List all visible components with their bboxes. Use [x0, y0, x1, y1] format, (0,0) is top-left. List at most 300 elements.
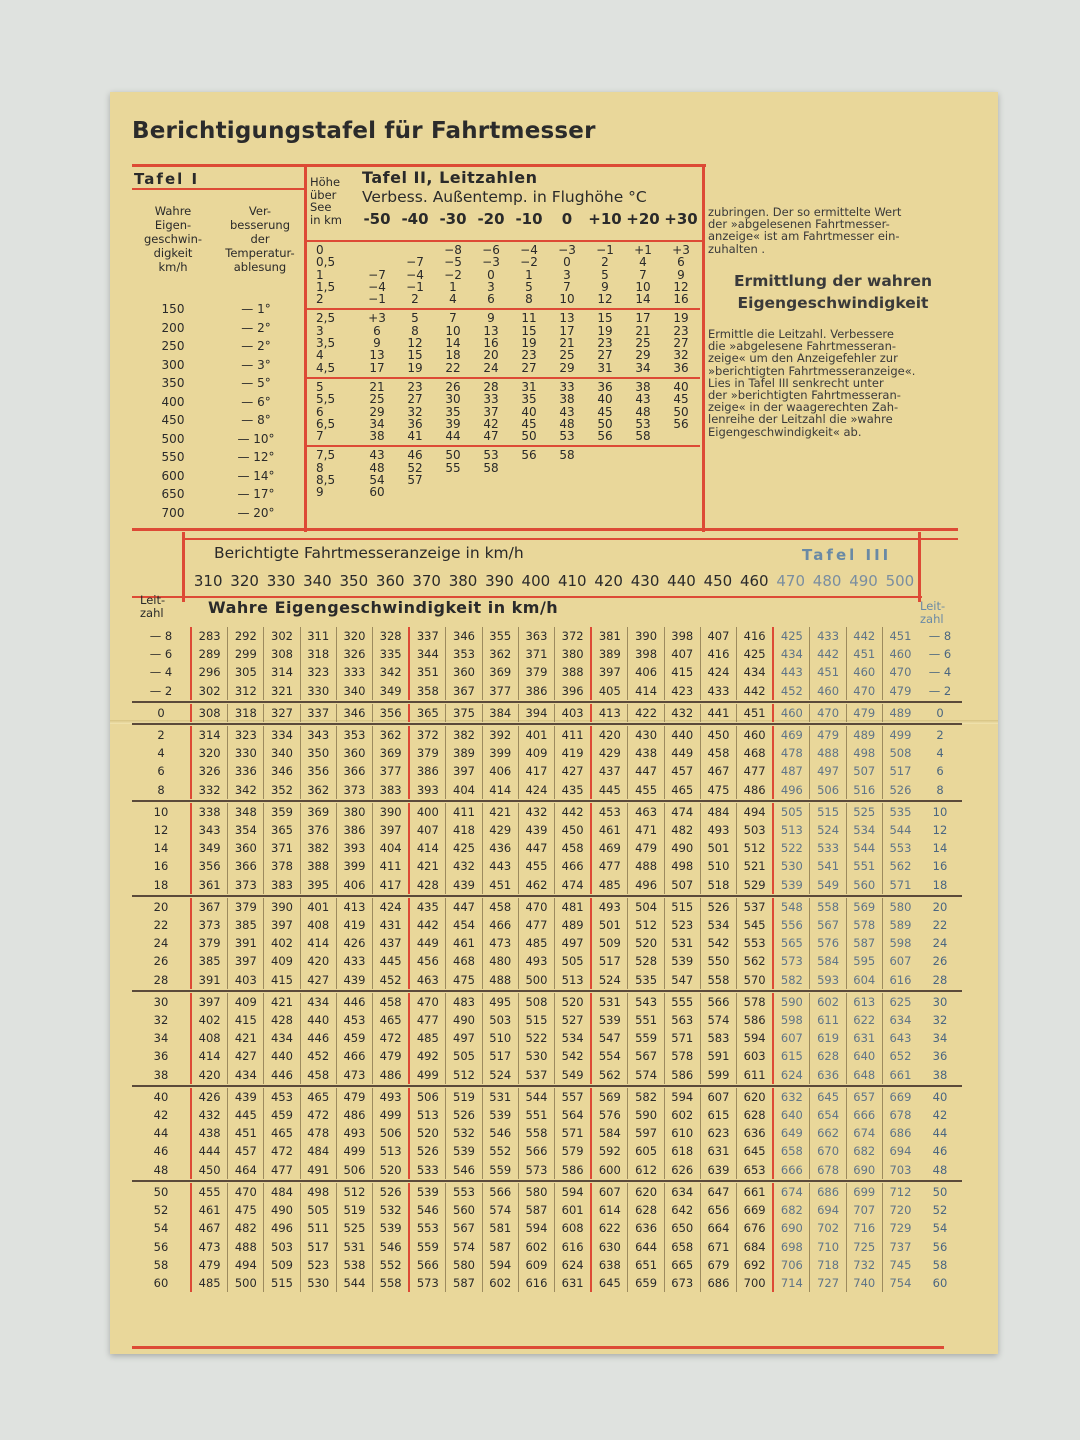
- tafel1-row: [140, 506, 310, 525]
- true-speed-column: 657 666 674 682 690: [846, 1088, 882, 1179]
- true-speed-column: 580 589 598 607 616: [882, 898, 918, 989]
- true-speed-column: 302 308 314 321: [263, 627, 299, 700]
- true-speed-column: 439 445 451 457 464: [227, 1088, 263, 1179]
- true-speed-column: 392 399 406 414: [482, 726, 518, 799]
- true-speed-column: 362 369 377 383: [372, 726, 408, 799]
- true-speed-column: 400 407 414 421 428: [408, 803, 445, 894]
- tafel2-temperature-header: [358, 210, 700, 228]
- true-speed-column: 369 376 382 388 395: [300, 803, 336, 894]
- indicated-speed-cell: 420: [594, 572, 623, 590]
- true-speed-column: 495 503 510 517 524: [482, 993, 518, 1084]
- temperature-header-cell: +10: [588, 210, 622, 228]
- red-rule-t3-right: [918, 532, 921, 602]
- leitzahl-values-left: 2 4 6 8: [157, 728, 165, 797]
- true-speed-column: 283 289 296 302: [190, 627, 227, 700]
- true-speed-column: 607 615 623 631 639: [700, 1088, 736, 1179]
- tafel1-row: [140, 321, 310, 340]
- true-speed-column: 594 602 610 618 626: [664, 1088, 700, 1179]
- leitzahl-column: −3 0 3 7 10: [558, 243, 576, 307]
- speed-value: 500: [161, 431, 185, 446]
- indicated-speed-cell: 310: [193, 572, 223, 590]
- indicated-speed-cell: 380: [448, 572, 478, 590]
- tafel3-grid: [132, 626, 962, 1293]
- leitzahl-column: −8 −5 −2 1 4: [444, 243, 462, 307]
- temperature-header-cell: -30: [439, 210, 467, 228]
- leitzahl-values-left: 10 12 14 16 18: [153, 804, 169, 892]
- height-values: 0 0,5 1 1,5 2: [316, 243, 336, 307]
- true-speed-column: 470: [809, 704, 845, 722]
- indicated-speed-cell: 500: [885, 572, 915, 590]
- leitzahl-column: 5 8 12 15 19: [407, 311, 423, 375]
- tafel3-block: [132, 725, 962, 802]
- true-speed-column: 346 353 360 367: [445, 627, 481, 700]
- true-speed-column: 327: [263, 704, 299, 722]
- true-speed-column: 519 526 532 539 546: [445, 1088, 481, 1179]
- tafel3-tag: Tafel III: [802, 546, 892, 564]
- true-speed-column: 479 488 497 506: [809, 726, 845, 799]
- tafel3-indicated-header: Berichtigte Fahrtmesseranzeige in km/h: [214, 544, 524, 562]
- true-speed-column: 390 397 402 409 415: [263, 898, 299, 989]
- correction-value: — 3°: [241, 357, 271, 372]
- true-speed-column: 338 343 349 356 361: [190, 803, 227, 894]
- tafel3-block: [132, 897, 962, 992]
- true-speed-column: 451 460 470 479: [882, 627, 918, 700]
- true-speed-column: 421 428 434 440 446: [263, 993, 299, 1084]
- leitzahl-column: 31 35 40 45 50: [521, 379, 537, 444]
- true-speed-column: 578 586 594 603 611: [736, 993, 772, 1084]
- true-speed-column: 465 472 478 484 491: [300, 1088, 336, 1179]
- true-speed-column: 420 429 437 445: [590, 726, 627, 799]
- true-speed-column: 407 416 424 433: [700, 627, 736, 700]
- true-speed-column: 479 486 493 499 506: [336, 1088, 372, 1179]
- true-speed-column: 594 601 608 616 624 631: [554, 1183, 590, 1292]
- tafel1-heading: Tafel I: [134, 170, 200, 188]
- leitzahl-values-right: 0: [936, 705, 944, 720]
- true-speed-column: 602 611 619 628 636: [809, 993, 845, 1084]
- true-speed-column: 363 371 379 386: [518, 627, 554, 700]
- true-speed-column: 531 539 546 552 559: [482, 1088, 518, 1179]
- true-speed-column: 539 546 553 559 566 573: [408, 1183, 445, 1292]
- true-speed-column: 458 465 472 479 486: [372, 993, 408, 1084]
- true-speed-column: 334 340 346 352: [263, 726, 299, 799]
- true-speed-column: 508 515 522 530 537: [518, 993, 554, 1084]
- true-speed-column: 356: [372, 704, 408, 722]
- leitzahl-label-left: Leit- zahl: [140, 593, 166, 620]
- leitzahl-column: +1 4 7 10 14: [634, 243, 652, 307]
- tafel1-row: [140, 339, 310, 358]
- true-speed-column: 397 402 408 414 420: [190, 993, 227, 1084]
- leitzahl-values-left: 50 52 54 56 58 60: [153, 1184, 169, 1290]
- true-speed-column: 432 439 447 455 462: [518, 803, 554, 894]
- true-speed-column: 699 707 716 725 732 740: [846, 1183, 882, 1292]
- true-speed-column: 367 373 379 385 391: [190, 898, 227, 989]
- leitzahl-values-left: 30 32 34 36 38: [153, 994, 169, 1082]
- true-speed-column: 440 449 457 465: [664, 726, 700, 799]
- true-speed-column: 328 335 342 349: [372, 627, 408, 700]
- true-speed-column: 413 419 426 433 439: [336, 898, 372, 989]
- leitzahl-column: 28 33 37 42 47: [483, 379, 499, 444]
- leitzahl-values-right: — 8 — 6 — 4 — 2: [928, 629, 952, 698]
- true-speed-column: 515 523 531 539 547: [664, 898, 700, 989]
- true-speed-column: 426 432 438 444 450: [190, 1088, 227, 1179]
- true-speed-column: 441: [700, 704, 736, 722]
- true-speed-column: 355 362 369 377: [482, 627, 518, 700]
- true-speed-column: 421 429 436 443 451: [482, 803, 518, 894]
- true-speed-column: 544 551 558 566 573: [518, 1088, 554, 1179]
- true-speed-column: 337 344 351 358: [408, 627, 445, 700]
- leitzahl-column: 58: [559, 448, 575, 463]
- leitzahl-values-right: 40 42 44 46 48: [932, 1089, 948, 1177]
- indicated-speed-cell: 460: [739, 572, 769, 590]
- temperature-header-cell: +30: [664, 210, 698, 228]
- speed-value: 300: [161, 357, 185, 372]
- true-speed-column: 308: [190, 704, 227, 722]
- true-speed-column: 526 532 539 546 552 558: [372, 1183, 408, 1292]
- true-speed-column: 620 628 636 645 653: [736, 1088, 772, 1179]
- leitzahl-label-right: Leit- zahl: [920, 599, 946, 626]
- true-speed-column: 674 682 690 698 706 714: [772, 1183, 809, 1292]
- leitzahl-column: 15 19 23 27 31: [597, 311, 613, 375]
- leitzahl-column: 19 23 27 32 36: [673, 311, 689, 375]
- leitzahl-column: 36 40 45 50 56: [597, 379, 613, 444]
- leitzahl-column: 33 38 43 48 53: [559, 379, 575, 444]
- leitzahl-values-left: 20 22 24 26 28: [153, 899, 169, 987]
- leitzahl-column: 40 45 50 56: [673, 379, 689, 431]
- true-speed-column: 481 489 497 505 513: [554, 898, 590, 989]
- true-speed-column: 401 409 417 424: [518, 726, 554, 799]
- true-speed-column: 607 614 622 630 638 645: [590, 1183, 627, 1292]
- indicated-speed-cell: 410: [557, 572, 587, 590]
- true-speed-column: 372 380 388 396: [554, 627, 590, 700]
- temperature-header-cell: -20: [477, 210, 505, 228]
- true-speed-column: 625 634 643 652 661: [882, 993, 918, 1084]
- indicated-speed-cell: 430: [630, 572, 660, 590]
- true-speed-column: 460: [772, 704, 809, 722]
- page-title: Berichtigungstafel für Fahrtmesser: [132, 118, 596, 144]
- tafel3-block: [132, 992, 962, 1087]
- indicated-speed-cell: 400: [521, 572, 551, 590]
- tafel2-grid: [306, 242, 700, 502]
- temperature-header-cell: -10: [515, 210, 543, 228]
- true-speed-column: 647 656 664 671 679 686: [700, 1183, 736, 1292]
- true-speed-column: 430 438 447 455: [627, 726, 663, 799]
- tafel3-block: [132, 1087, 962, 1182]
- true-speed-column: 483 490 497 505 512: [445, 993, 481, 1084]
- leitzahl-column: [662, 449, 700, 498]
- indicated-speed-cell: 340: [303, 572, 332, 590]
- true-speed-column: 555 563 571 578 586: [664, 993, 700, 1084]
- true-speed-column: 470 475 482 488 494 500: [227, 1183, 263, 1292]
- correction-value: — 2°: [241, 320, 271, 335]
- leitzahl-values-right: 20 22 24 26 28: [932, 899, 948, 987]
- tafel1-rows: [140, 302, 310, 524]
- true-speed-column: 409 415 421 427 434: [227, 993, 263, 1084]
- true-speed-column: 398 407 415 423: [664, 627, 700, 700]
- true-speed-column: 505 513 522 530 539: [772, 803, 809, 894]
- true-speed-column: 580 587 594 602 609 616: [518, 1183, 554, 1292]
- leitzahl-column: 7 10 14 18 22: [445, 311, 461, 375]
- true-speed-column: 479: [846, 704, 882, 722]
- true-speed-column: 379 385 391 397 403: [227, 898, 263, 989]
- leitzahl-column: 26 30 35 39 44: [445, 379, 461, 444]
- leitzahl-column: −6 −3 0 3 6: [482, 243, 500, 307]
- true-speed-column: 435 442 449 456 463: [408, 898, 445, 989]
- speed-value: 200: [161, 320, 185, 335]
- true-speed-column: 553 560 567 574 580 587: [445, 1183, 481, 1292]
- instruction-heading: Ermittlung der wahren Eigengeschwindigkeit: [733, 272, 933, 312]
- indicated-speed-cell: 370: [412, 572, 441, 590]
- indicated-speed-cell: 330: [266, 572, 296, 590]
- true-speed-column: 442 451 460 470: [846, 627, 882, 700]
- true-speed-column: 661 669 676 684 692 700: [736, 1183, 772, 1292]
- tafel1-row: [140, 358, 310, 377]
- correction-value: — 20°: [237, 505, 275, 520]
- correction-value: — 10°: [237, 431, 275, 446]
- tafel1-row: [140, 413, 310, 432]
- true-speed-column: 411 418 425 432 439: [445, 803, 481, 894]
- leitzahl-column: 43 48 54 60: [369, 448, 385, 500]
- true-speed-column: 469 478 487 496: [772, 726, 809, 799]
- true-speed-column: 365: [408, 704, 445, 722]
- true-speed-column: 451: [736, 704, 772, 722]
- true-speed-column: 411 419 427 435: [554, 726, 590, 799]
- true-speed-column: 425 434 443 452: [772, 627, 809, 700]
- red-rule-divider: [132, 528, 958, 531]
- tafel3-true-speed-header: Wahre Eigengeschwindigkeit in km/h: [208, 598, 559, 617]
- true-speed-column: 470 477 485 493 500: [518, 898, 554, 989]
- red-rule-bottom: [132, 1346, 944, 1349]
- true-speed-column: 390 397 404 411 417: [372, 803, 408, 894]
- true-speed-column: 381 389 397 405: [590, 627, 627, 700]
- red-rule-t3-top: [182, 538, 958, 540]
- leitzahl-values-right: 30 32 34 36 38: [932, 994, 948, 1082]
- true-speed-column: 512 519 525 531 538 544: [336, 1183, 372, 1292]
- correction-value: — 2°: [241, 339, 271, 353]
- leitzahl-column: 50 55: [445, 448, 461, 475]
- true-speed-column: 348 354 360 366 373: [227, 803, 263, 894]
- indicated-speed-cell: 480: [812, 572, 842, 590]
- leitzahl-column: 38 43 48 53 58: [635, 379, 651, 444]
- leitzahl-values-left: — 8 — 6 — 4 — 2: [149, 629, 173, 698]
- indicated-speed-cell: 440: [667, 572, 696, 590]
- true-speed-column: 403: [554, 704, 590, 722]
- true-speed-column: 686 694 702 710 718 727: [809, 1183, 845, 1292]
- true-speed-column: 499 508 517 526: [882, 726, 918, 799]
- true-speed-column: 620 628 636 644 651 659: [627, 1183, 663, 1292]
- tafel2-height-label: Höhe über See in km: [310, 175, 343, 227]
- tafel2-block: [306, 379, 700, 447]
- true-speed-column: 359 365 371 378 383: [263, 803, 299, 894]
- true-speed-column: 590 598 607 615 624: [772, 993, 809, 1084]
- indicated-speed-cell: 350: [339, 572, 369, 590]
- leitzahl-column: −4 −2 1 5 8: [520, 243, 538, 307]
- true-speed-column: 566 574 581 587 594 602: [482, 1183, 518, 1292]
- tafel1-col-speed-label: Wahre Eigen- geschwin- digkeit km/h: [143, 204, 203, 274]
- leitzahl-values-right: 2 4 6 8: [936, 728, 944, 797]
- true-speed-column: 450 458 467 475: [700, 726, 736, 799]
- true-speed-column: 458 466 473 480 488: [482, 898, 518, 989]
- correction-value: — 6°: [241, 394, 271, 409]
- correction-value: — 5°: [241, 376, 271, 390]
- true-speed-column: 470 477 485 492 499: [408, 993, 445, 1084]
- leitzahl-column: 23 27 32 36 41: [407, 379, 423, 444]
- true-speed-column: 401 408 414 420 427: [300, 898, 336, 989]
- speed-value: 650: [161, 487, 185, 501]
- temperature-header-cell: -40: [401, 210, 429, 228]
- true-speed-column: 484 490 496 503 509 515: [263, 1183, 299, 1292]
- true-speed-column: 453 459 465 472 477: [263, 1088, 299, 1179]
- correction-card: [110, 92, 998, 1354]
- speed-value: 350: [161, 376, 185, 390]
- true-speed-column: 434 440 446 452 458: [300, 993, 336, 1084]
- true-speed-column: 504 512 520 528 535: [627, 898, 663, 989]
- true-speed-column: 318: [227, 704, 263, 722]
- true-speed-column: 558 567 576 584 593: [809, 898, 845, 989]
- true-speed-column: 460 468 477 486: [736, 726, 772, 799]
- true-speed-column: 413: [590, 704, 627, 722]
- speed-value: 400: [161, 394, 185, 409]
- true-speed-column: 394: [518, 704, 554, 722]
- true-speed-column: 506 513 520 526 533: [408, 1088, 445, 1179]
- leitzahl-column: 21 25 29 34 38: [369, 379, 385, 444]
- true-speed-column: 634 642 650 658 665 673: [664, 1183, 700, 1292]
- true-speed-column: 382 389 397 404: [445, 726, 481, 799]
- correction-value: — 17°: [237, 487, 275, 501]
- tafel1-row: [140, 432, 310, 451]
- true-speed-column: 446 453 459 466 473: [336, 993, 372, 1084]
- height-values: 5 5,5 6 6,5 7: [316, 379, 336, 444]
- true-speed-column: 343 350 356 362: [300, 726, 336, 799]
- indicated-speed-cell: 470: [776, 572, 806, 590]
- speed-value: 600: [161, 468, 185, 483]
- temperature-header-cell: +20: [626, 210, 660, 228]
- leitzahl-column: [586, 449, 624, 498]
- true-speed-column: 323 330 336 342: [227, 726, 263, 799]
- indicated-speed-cell: 320: [230, 572, 259, 590]
- red-rule-right: [702, 164, 705, 532]
- true-speed-column: 320 326 333 340: [336, 627, 372, 700]
- true-speed-column: 384: [482, 704, 518, 722]
- tafel3-block: [132, 802, 962, 897]
- true-speed-column: 474 482 490 498 507: [664, 803, 700, 894]
- tafel1-row: [140, 376, 310, 395]
- true-speed-column: 526 534 542 550 558: [700, 898, 736, 989]
- true-speed-column: 613 622 631 640 648: [846, 993, 882, 1084]
- true-speed-column: 669 678 686 694 703: [882, 1088, 918, 1179]
- tafel3-indicated-speeds: [190, 572, 918, 590]
- tafel2-block: [306, 310, 700, 378]
- tafel1-row: [140, 302, 310, 321]
- temperature-header-cell: 0: [561, 210, 573, 228]
- leitzahl-column: 13 17 21 25 29: [559, 311, 575, 375]
- speed-value: 150: [161, 302, 185, 316]
- leitzahl-column: 9 13 16 20 24: [483, 311, 499, 375]
- true-speed-column: 292 299 305 312: [227, 627, 263, 700]
- true-speed-column: 453 461 469 477 485: [590, 803, 627, 894]
- indicated-speed-cell: 390: [485, 572, 514, 590]
- leitzahl-values-left: 40 42 44 46 48: [153, 1089, 169, 1177]
- true-speed-column: 337: [300, 704, 336, 722]
- true-speed-column: 380 386 393 399 406: [336, 803, 372, 894]
- true-speed-column: 525 534 544 551 560: [846, 803, 882, 894]
- leitzahl-values-right: 10 12 14 16 18: [932, 804, 948, 892]
- leitzahl-column: −7 −4 −1: [368, 267, 386, 307]
- leitzahl-values-right: 50 52 54 56 58 60: [932, 1184, 948, 1290]
- true-speed-column: 632 640 649 658 666: [772, 1088, 809, 1179]
- tafel1-row: [140, 450, 310, 469]
- true-speed-column: 645 654 662 670 678: [809, 1088, 845, 1179]
- speed-value: 700: [161, 505, 185, 520]
- height-values: 2,5 3 3,5 4 4,5: [316, 311, 336, 375]
- leitzahl-column: 56: [521, 448, 537, 463]
- leitzahl-column: 46 52 57: [407, 448, 423, 488]
- true-speed-column: 569 576 584 592 600: [590, 1088, 627, 1179]
- speed-value: 550: [161, 450, 185, 464]
- correction-value: — 8°: [241, 413, 271, 427]
- leitzahl-column: [624, 449, 662, 498]
- tafel3-block: [132, 1182, 962, 1293]
- tafel1-col-correction-label: Ver- besserung der Temperatur- ablesung: [225, 204, 295, 274]
- true-speed-column: 375: [445, 704, 481, 722]
- tafel2-block: [306, 447, 700, 501]
- true-speed-column: 569 578 587 595 604: [846, 898, 882, 989]
- tafel2-block: [306, 242, 700, 310]
- indicated-speed-cell: 490: [849, 572, 878, 590]
- red-rule-t1: [132, 188, 304, 190]
- true-speed-column: 314 320 326 332: [190, 726, 227, 799]
- tafel2-subheading: Verbess. Außentemp. in Flughöhe °C: [362, 188, 647, 206]
- true-speed-column: 422: [627, 704, 663, 722]
- true-speed-column: 346: [336, 704, 372, 722]
- true-speed-column: 520 527 534 542 549: [554, 993, 590, 1084]
- leitzahl-column: 17 21 25 29 34: [635, 311, 651, 375]
- speed-value: 250: [161, 339, 185, 353]
- true-speed-column: 390 398 406 414: [627, 627, 663, 700]
- leitzahl-values-left: 0: [157, 705, 165, 720]
- true-speed-column: 582 590 597 605 612: [627, 1088, 663, 1179]
- leitzahl-column: 53 58: [483, 448, 499, 475]
- true-speed-column: 311 318 323 330: [300, 627, 336, 700]
- true-speed-column: 566 574 583 591 599: [700, 993, 736, 1084]
- leitzahl-column: +3 6 9 13 17: [368, 311, 386, 375]
- indicated-speed-cell: 360: [375, 572, 405, 590]
- tafel3-block: [132, 703, 962, 725]
- true-speed-column: 442 450 458 466 474: [554, 803, 590, 894]
- true-speed-column: 515 524 533 541 549: [809, 803, 845, 894]
- tafel3-block: [132, 626, 962, 703]
- true-speed-column: 494 503 512 521 529: [736, 803, 772, 894]
- true-speed-column: 353 360 366 373: [336, 726, 372, 799]
- tafel1-row: [140, 469, 310, 488]
- true-speed-column: 543 551 559 567 574: [627, 993, 663, 1084]
- true-speed-column: 548 556 565 573 582: [772, 898, 809, 989]
- true-speed-column: 455 461 467 473 479 485: [190, 1183, 227, 1292]
- instruction-text-2: Ermittle die Leitzahl. Verbessere die »abgelesene Fahrtmesseran- zeige« um den Anzeigefehler zur »berichtigten Fahrtmesseranzeige«. Lies in Tafel III senkrecht unter der »berichtigten Fahrtmesseran- zeige« in der waagerechten Zah- lenreihe der Leitzahl die »wahre Eigengeschwindigkeit« ab.: [708, 327, 916, 439]
- true-speed-column: 416 425 434 442: [736, 627, 772, 700]
- correction-value: — 12°: [237, 450, 275, 464]
- true-speed-column: 712 720 729 737 745 754: [882, 1183, 918, 1292]
- true-speed-column: 489: [882, 704, 918, 722]
- true-speed-column: 424 431 437 445 452: [372, 898, 408, 989]
- true-speed-column: 489 498 507 516: [846, 726, 882, 799]
- tafel2-heading: Tafel II, Leitzahlen: [362, 168, 538, 187]
- true-speed-column: 493 499 506 513 520: [372, 1088, 408, 1179]
- correction-value: — 14°: [237, 468, 275, 483]
- red-rule-top: [132, 164, 706, 167]
- true-speed-column: 537 545 553 562 570: [736, 898, 772, 989]
- speed-value: 450: [161, 413, 185, 427]
- true-speed-column: 535 544 553 562 571: [882, 803, 918, 894]
